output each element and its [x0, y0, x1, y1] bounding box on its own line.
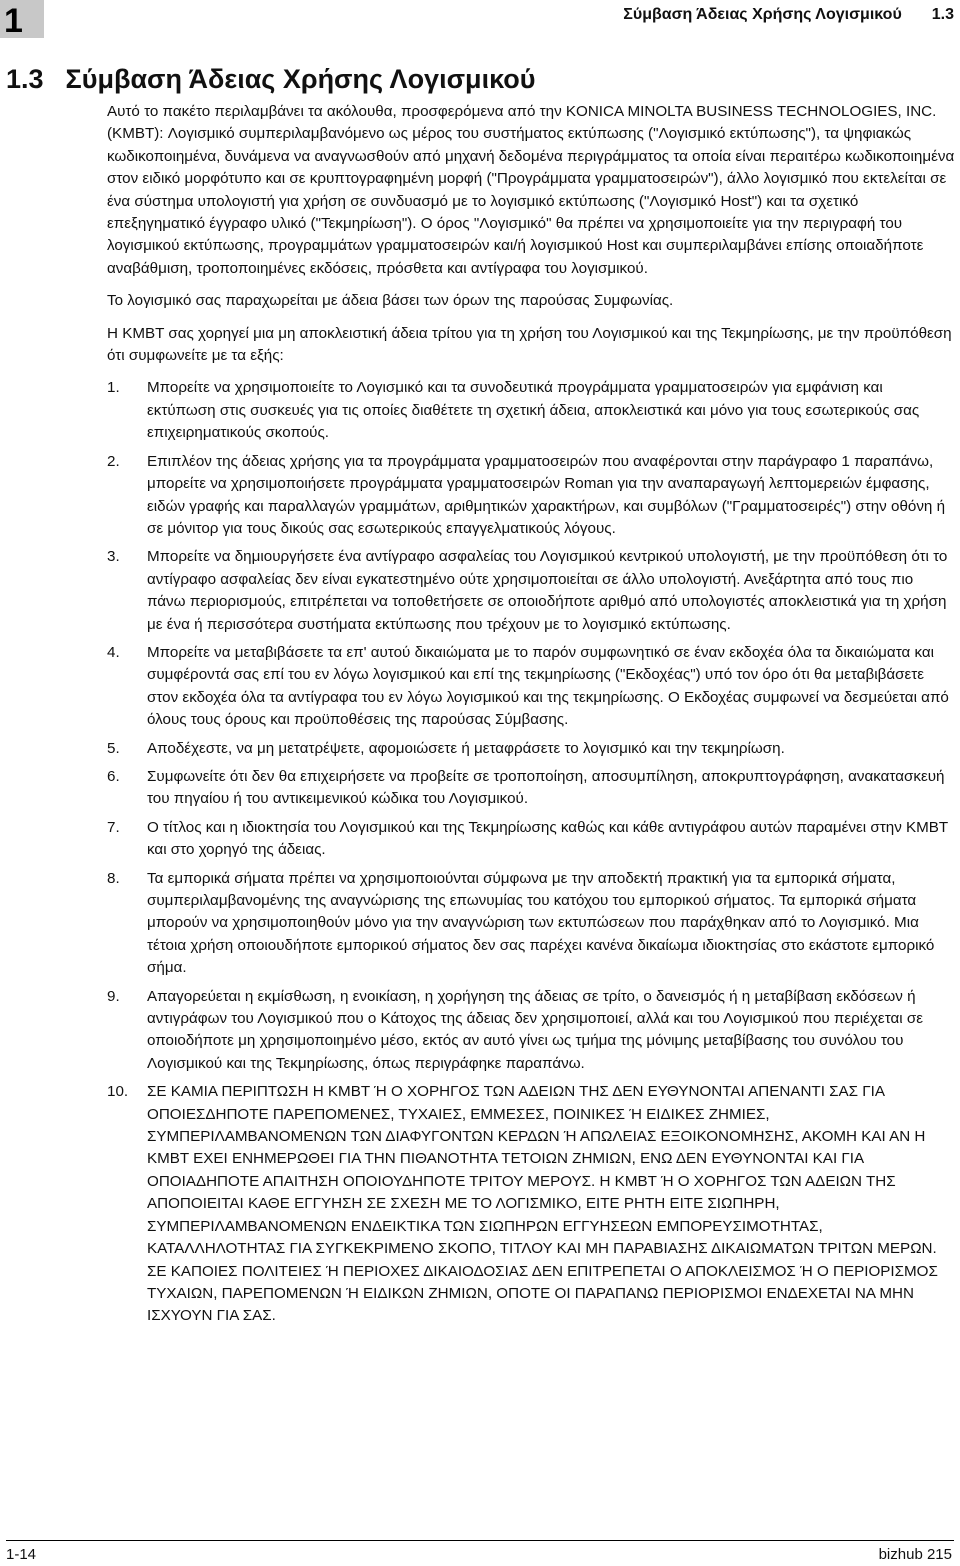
list-item — [107, 738, 955, 760]
list-item-number: 7. — [107, 818, 120, 836]
list-item-text: Μπορείτε να χρησιμοποιείτε το Λογισμικό και τα συνοδευτικά προγράμματα γραμματοσειρών για εμφάνιση και εκτύπωση στις συσκευές για τις οποίες διαθέτετε τη σχετική άδεια, αποκλειστικά και μόνο για τους εσωτερικούς σας επιχειρηματικούς σκοπούς. — [147, 379, 920, 442]
list-item-text: ΣΕ ΚΑΜΙΑ ΠΕΡΙΠΤΩΣΗ Η KMBT Ή Ο ΧΟΡΗΓΟΣ ΤΩΝ ΑΔΕΙΩΝ ΤΗΣ ΔΕΝ ΕΥΘΥΝΟΝΤΑΙ ΑΠΕΝΑΝΤΙ ΣΑΣ ΓΙΑ ΟΠΟΙΕΣΔΗΠΟΤΕ ΠΑΡΕΠΟΜΕΝΕΣ, ΤΥΧΑΙΕΣ, ΕΜΜΕΣΕΣ, ΠΟΙΝΙΚΕΣ Ή ΕΙΔΙΚΕΣ ΖΗΜΙΕΣ, ΣΥΜΠΕΡΙΛΑΜΒΑΝΟΜΕΝΩΝ ΤΩΝ ΔΙΑΦΥΓΟΝΤΩΝ ΚΕΡΔΩΝ Ή ΑΠΩΛΕΙΑΣ ΕΞΟΙΚΟΝΟΜΗΣΗΣ, ΑΚΟΜΗ ΚΑΙ ΑΝ Η KMBT ΕΧΕΙ ΕΝΗΜΕΡΩΘΕΙ ΓΙΑ ΤΗΝ ΠΙΘΑΝΟΤΗΤΑ ΤΕΤΟΙΩΝ ΖΗΜΙΩΝ, ΕΝΩ ΔΕΝ ΕΥΘΥΝΟΝΤΑΙ ΚΑΙ ΓΙΑ ΟΠΟΙΑΔΗΠΟΤΕ ΑΠΑΙΤΗΣΗ ΟΠΟΙΟΥΔΗΠΟΤΕ ΤΡΙΤΟΥ ΜΕΡΟΥΣ. Η KMBT Ή Ο ΧΟΡΗΓΟΣ ΤΩΝ ΑΔΕΙΩΝ ΤΗΣ ΑΠΟΠΟΙΕΙΤΑΙ ΚΑΘΕ ΕΓΓΥΗΣΗ ΣΕ ΣΧΕΣΗ ΜΕ ΤΟ ΛΟΓΙΣΜΙΚΟ, ΕΙΤΕ ΡΗΤΗ ΕΙΤΕ ΣΙΩΠΗΡΗ, ΣΥΜΠΕΡΙΛΑΜΒΑΝΟΜΕΝΩΝ ΕΝΔΕΙΚΤΙΚΑ ΤΩΝ ΣΙΩΠΗΡΩΝ ΕΓΓΥΗΣΕΩΝ ΕΜΠΟΡΕΥΣΙΜΟΤΗΤΑΣ, ΚΑΤΑΛΛΗΛΟΤΗΤΑΣ ΓΙΑ ΣΥΓΚΕΚΡΙΜΕΝΟ ΣΚΟΠΟ, ΤΙΤΛΟΥ ΚΑΙ ΜΗ ΠΑΡΑΒΙΑΣΗΣ ΔΙΚΑΙΩΜΑΤΩΝ ΤΡΙΤΩΝ ΜΕΡΩΝ. ΣΕ ΚΑΠΟΙΕΣ ΠΟΛΙΤΕΙΕΣ Ή ΠΕΡΙΟΧΕΣ ΔΙΚΑΙΟΔΟΣΙΑΣ ΔΕΝ ΕΠΙΤΡΕΠΕΤΑΙ Ο ΑΠΟΚΛΕΙΣΜΟΣ Ή Ο ΠΕΡΙΟΡΙΣΜΟΣ ΤΥΧΑΙΩΝ, ΠΑΡΕΠΟΜΕΝΩΝ Ή ΕΙΔΙΚΩΝ ΖΗΜΙΩΝ, ΟΠΟΤΕ ΟΙ ΠΑΡΑΠΑΝΩ ΠΕΡΙΟΡΙΣΜΟΙ ΕΝΔΕΧΕΤΑΙ ΝΑ ΜΗΝ ΙΣΧΥΟΥΝ ΓΙΑ ΣΑΣ. — [147, 1083, 938, 1325]
list-item — [107, 817, 955, 862]
terms-list — [107, 377, 955, 1327]
list-item-number: 8. — [107, 869, 120, 887]
page-number: 1-14 — [6, 1546, 37, 1563]
list-item — [107, 766, 955, 811]
list-item-text: Ο τίτλος και η ιδιοκτησία του Λογισμικού και της Τεκμηρίωσης καθώς και κάθε αντιγράφου αυτών παραμένει στην KMBT και στο χορηγό της άδειας. — [147, 818, 948, 859]
running-header-title: Σύμβαση Άδειας Χρήσης Λογισμικού — [623, 6, 902, 23]
list-item — [107, 868, 955, 980]
list-item — [107, 377, 955, 444]
list-item-number: 10. — [107, 1083, 129, 1101]
list-item-text: Συμφωνείτε ότι δεν θα επιχειρήσετε να προβείτε σε τροποποίηση, αποσυμπίληση, αποκρυπτογράφηση, ανακατασκευή του πηγαίου ή του αντικειμενικού κώδικα του Λογισμικού. — [147, 767, 945, 808]
section-number: 1.3 — [6, 64, 44, 94]
list-item — [107, 1081, 955, 1327]
list-item-number: 6. — [107, 767, 120, 785]
section-title: Σύμβαση Άδειας Χρήσης Λογισμικού — [65, 64, 536, 94]
list-item — [107, 546, 955, 636]
list-item-number: 5. — [107, 739, 120, 757]
list-item-number: 4. — [107, 643, 120, 661]
intro-paragraph: Αυτό το πακέτο περιλαμβάνει τα ακόλουθα, προσφερόμενα από την KONICA MINOLTA BUSINESS TECHNOLOGIES, INC. (KMBT): Λογισμικό συμπεριλαμβανόμενο ως μέρος του συστήματος εκτύπωσης ("Λογισμικό εκτύπωσης"), τα ψηφιακώς κωδικοποιημένα, δυνάμενα να αναγνωσθούν από μηχανή δεδομένα περιγράμματος τα οποία είναι περαιτέρω κωδικοποιημένα στον ειδικό μορφότυπο και σε κρυπτογραφημένη μορφή ("Προγράμματα γραμματοσειρών"), άλλο λογισμικό που εκτελείται σε ένα σύστημα υπολογιστή για χρήση σε συνδυασμό με το λογισμικό εκτύπωσης ("Λογισμικό Host") και τα σχετικό επεξηγηματικό έγγραφο υλικό ("Τεκμηρίωση"). Ο όρος "Λογισμικό" θα πρέπει να χρησιμοποιείτε για την περιγραφή του λογισμικού εκτύπωσης, προγραμμάτων γραμματοσειρών και/ή λογισμικού Host και συμπεριλαμβάνει επίσης οποιαδήποτε αναβάθμιση, τροποποιημένες εκδόσεις, πρόσθετα και αντίγραφα του λογισμικού. — [107, 103, 955, 277]
running-header-section: 1.3 — [931, 6, 954, 23]
footer-divider — [6, 1540, 954, 1541]
running-header — [623, 6, 954, 24]
list-item-text: Αποδέχεστε, να μη μετατρέψετε, αφομοιώσετε ή μεταφράσετε το λογισμικό και την τεκμηρίωση. — [147, 739, 785, 757]
list-item-number: 9. — [107, 987, 120, 1005]
section-heading — [6, 64, 535, 95]
list-item-text: Τα εμπορικά σήματα πρέπει να χρησιμοποιούνται σύμφωνα με την αποδεκτή πρακτική για τα εμπορικά σήματα, συμπεριλαμβανομένης της αναγνώρισης της επωνυμίας του κατόχου του εμπορικού σήματος. Τα εμπορικά σήματα μπορούν να χρησιμοποιηθούν μόνο για την αναγνώριση των εκτυπώσεων που παράχθηκαν από το Λογισμικό. Μια τέτοια χρήση οποιουδήποτε εμπορικού σήματος δεν σας παρέχει κανένα δικαίωμα ιδιοκτησίας στο εκάστοτε εμπορικό σήμα. — [147, 869, 935, 977]
list-item-text: Επιπλέον της άδειας χρήσης για τα προγράμματα γραμματοσειρών που αναφέρονται στην παράγραφο 1 παραπάνω, μπορείτε να χρησιμοποιήσετε προγράμματα γραμματοσειρών Roman για την αναπαραγωγή λεπτομερειών έμφασης, ειδών γραφής και παραλλαγών γραμμάτων, αριθμητικών χαρακτήρων, και συμβόλων ("Γραμματοσειρές") στην οθόνη ή σε μόνιτορ για τους δικούς σας εσωτερικούς επαγγελματικούς λόγους. — [147, 452, 946, 537]
chapter-number: 1 — [4, 2, 23, 40]
list-item-number: 1. — [107, 379, 120, 397]
list-item-text: Μπορείτε να δημιουργήσετε ένα αντίγραφο ασφαλείας του Λογισμικού κεντρικού υπολογιστή, με την προϋπόθεση ότι το αντίγραφο ασφαλείας δεν είναι εγκατεστημένο ούτε χρησιμοποιείται σε άλλο υπολογιστή. Ανεξάρτητα από τους πιο πάνω περιορισμούς, επιτρέπεται να τοποθετήσετε σε οποιοδήποτε αριθμό από υπολογιστές αποκλειστικά για τη χρήση με ένα ή περισσότερα συστήματα εκτύπωσης που τρέχουν με το λογισμικό εκτύπωσης. — [147, 548, 948, 633]
list-item-text: Απαγορεύεται η εκμίσθωση, η ενοικίαση, η χορήγηση της άδειας σε τρίτο, ο δανεισμός ή η μεταβίβαση εκδόσεων ή αντιγράφων του Λογισμικού που ο Κάτοχος της άδειας δεν χρησιμοποιεί, αλλά και του Λογισμικού που περιέχεται σε οποιοδήποτε μη χρησιμοποιημένο μέσο, εκτός αν αυτό γίνει ως τμήμα της μόνιμης μεταβίβασης του συνόλου του Λογισμικού και της Τεκμηρίωσης, όπως περιγράφηκε παραπάνω. — [147, 987, 923, 1072]
document-body — [107, 101, 955, 1334]
conditions-intro-paragraph: Η KMBT σας χορηγεί μια μη αποκλειστική άδεια τρίτου για τη χρήση του Λογισμικού και της Τεκμηρίωσης, με την προϋπόθεση ότι συμφωνείτε με τα εξής: — [107, 324, 952, 365]
list-item-number: 3. — [107, 548, 120, 566]
list-item — [107, 451, 955, 541]
product-name: bizhub 215 — [878, 1546, 952, 1563]
list-item-number: 2. — [107, 452, 120, 470]
list-item — [107, 642, 955, 732]
list-item-text: Μπορείτε να μεταβιβάσετε τα επ' αυτού δικαιώματα με το παρόν συμφωνητικό σε έναν εκδοχέα όλα τα δικαιώματα και συμφέροντά σας επί του εν λόγω λογισμικού και επί της τεκμηρίωσης ("Εκδοχέας") υπό τον όρο ότι θα μεταβιβάσετε στον εκδοχέα όλα τα αντίγραφα του εν λόγω λογισμικού και της τεκμηρίωσης. Ο Εκδοχέας συμφωνεί να δεσμεύεται από όλους τους όρους και προϋποθέσεις της παρούσας Σύμβασης. — [147, 643, 949, 729]
list-item — [107, 986, 955, 1076]
license-grant-paragraph: Το λογισμικό σας παραχωρείται με άδεια βάσει των όρων της παρούσας Συμφωνίας. — [107, 292, 674, 310]
